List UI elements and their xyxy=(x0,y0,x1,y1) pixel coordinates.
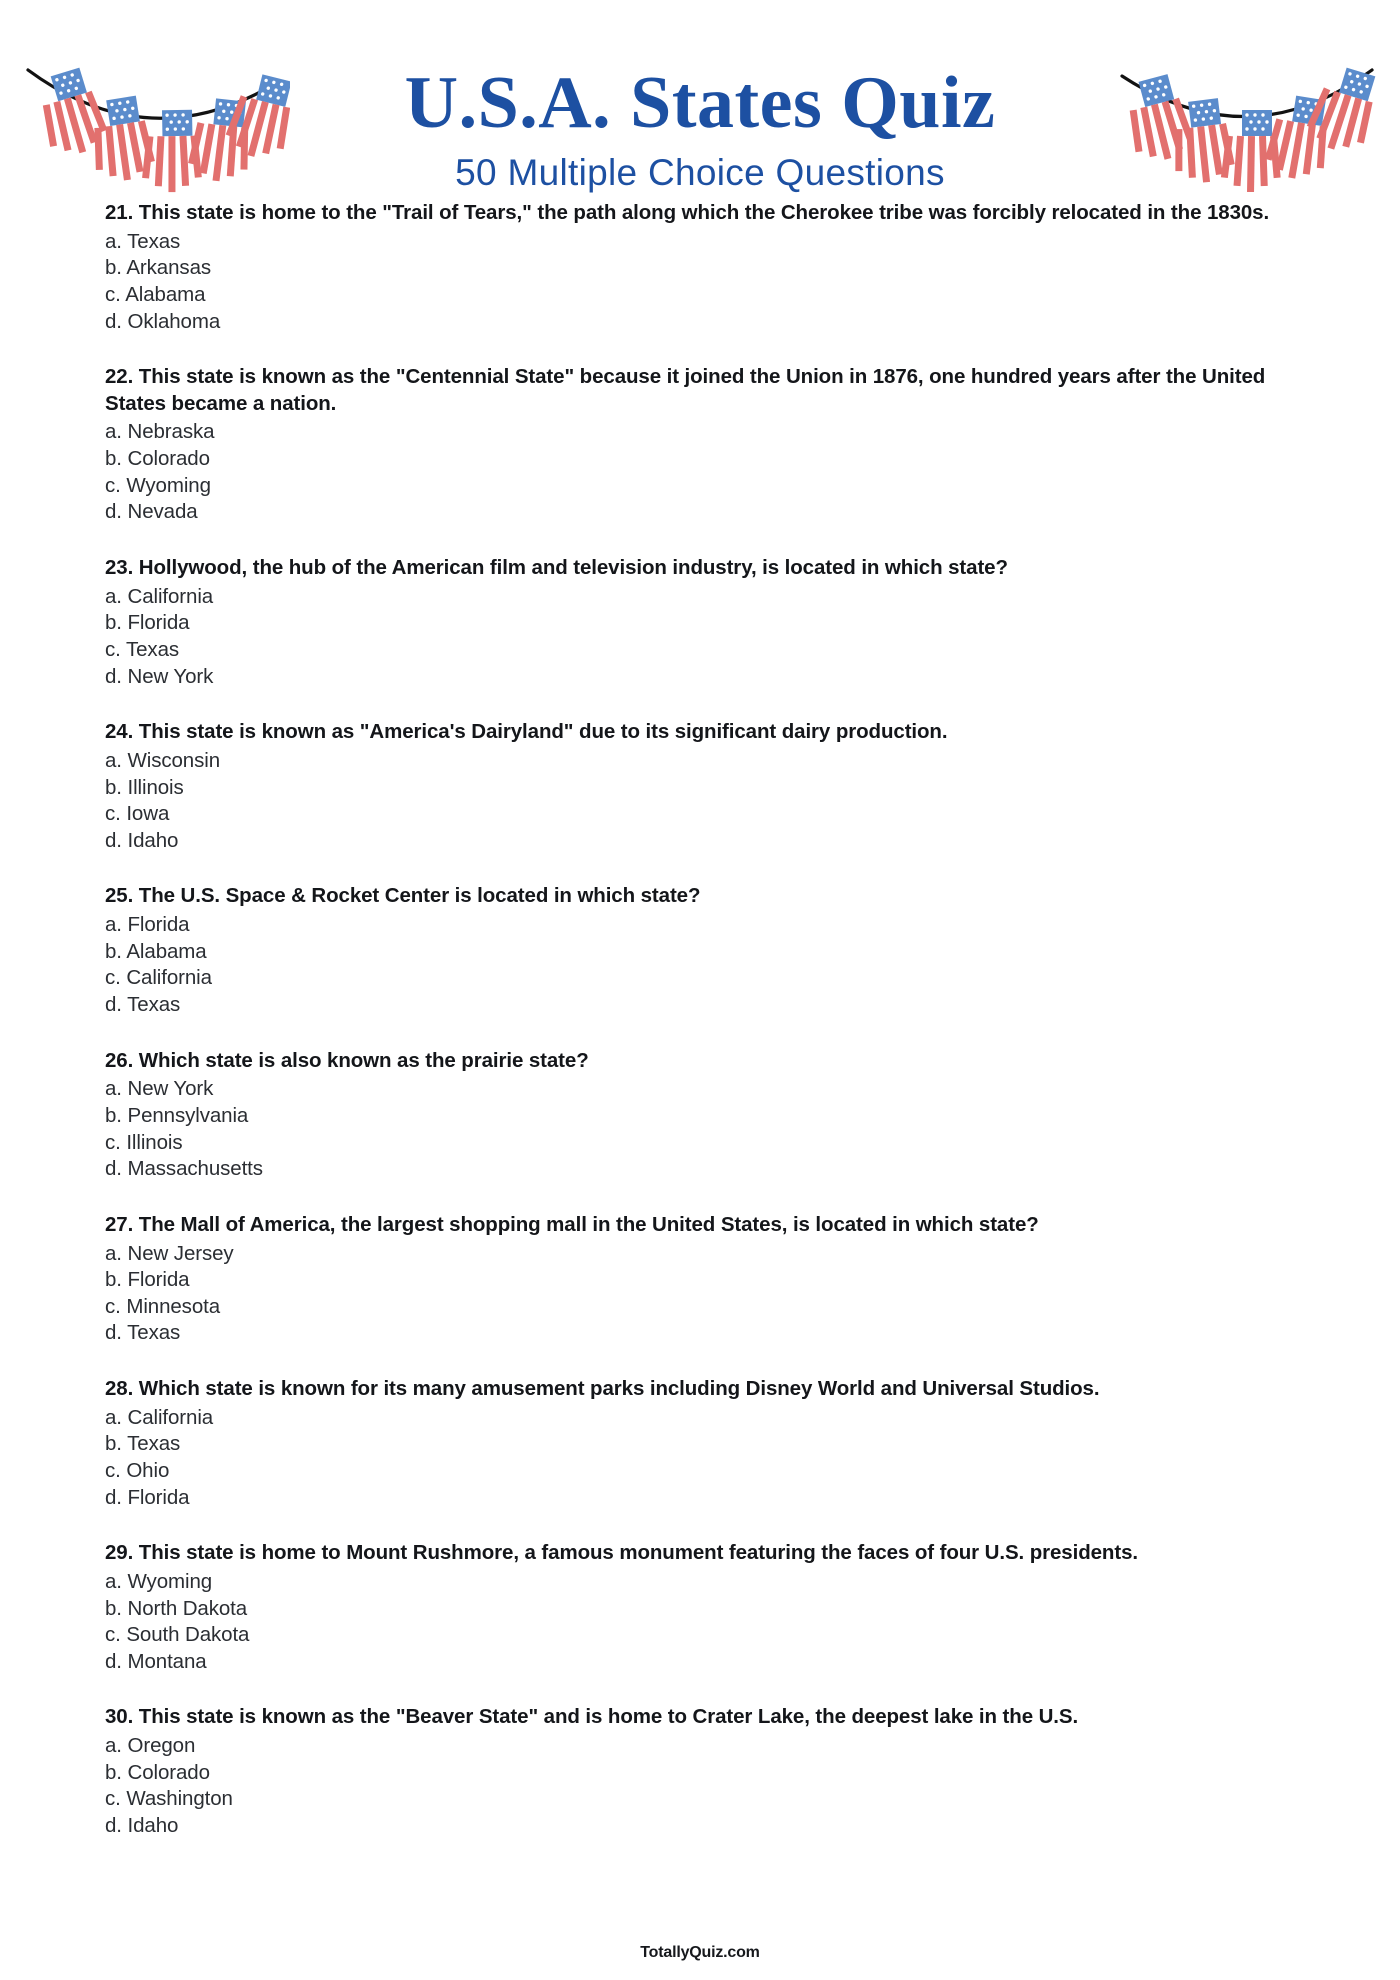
option-item[interactable]: a. New York xyxy=(105,1077,214,1101)
question-block xyxy=(105,200,1295,335)
option-list xyxy=(105,1569,1295,1676)
question-block xyxy=(105,1540,1295,1675)
option-item[interactable]: c. Wyoming xyxy=(105,473,211,497)
question-text: 23. Hollywood, the hub of the American film and television industry, is located in which state? xyxy=(105,556,1008,580)
question-text: 24. This state is known as "America's Dairyland" due to its significant dairy production. xyxy=(105,720,948,744)
option-item[interactable]: c. Iowa xyxy=(105,802,170,826)
option-item[interactable]: c. Minnesota xyxy=(105,1294,221,1318)
option-item[interactable]: c. South Dakota xyxy=(105,1623,250,1647)
option-item[interactable]: c. Alabama xyxy=(105,282,206,306)
page-header xyxy=(0,0,1400,200)
option-item[interactable]: a. Wyoming xyxy=(105,1569,213,1593)
option-item[interactable]: a. New Jersey xyxy=(105,1241,234,1265)
option-item[interactable]: d. Texas xyxy=(105,1321,181,1345)
option-item[interactable]: b. Pennsylvania xyxy=(105,1103,249,1127)
option-item[interactable]: b. Illinois xyxy=(105,775,184,799)
option-item[interactable]: b. Florida xyxy=(105,611,190,635)
header-titles xyxy=(0,0,1400,191)
option-item[interactable]: d. Idaho xyxy=(105,828,179,852)
option-item[interactable]: a. Nebraska xyxy=(105,420,215,444)
question-text: 22. This state is known as the "Centennial State" because it joined the Union in 1876, one hundred years after the United States became a nation. xyxy=(105,365,1266,415)
option-list xyxy=(105,584,1295,691)
option-item[interactable]: b. Alabama xyxy=(105,939,207,963)
question-block xyxy=(105,1212,1295,1347)
question-text: 30. This state is known as the "Beaver State" and is home to Crater Lake, the deepest lake in the U.S. xyxy=(105,1705,1079,1729)
option-item[interactable]: d. Nevada xyxy=(105,500,198,524)
option-list xyxy=(105,1733,1295,1840)
option-item[interactable]: c. California xyxy=(105,966,212,990)
option-list xyxy=(105,419,1295,526)
option-item[interactable]: b. Arkansas xyxy=(105,256,212,280)
option-item[interactable]: a. Texas xyxy=(105,229,181,253)
option-item[interactable]: c. Washington xyxy=(105,1787,233,1811)
option-item[interactable]: d. Florida xyxy=(105,1485,190,1509)
option-item[interactable]: d. Texas xyxy=(105,993,181,1017)
option-list xyxy=(105,748,1295,855)
option-list xyxy=(105,1076,1295,1183)
option-list xyxy=(105,1405,1295,1512)
option-item[interactable]: a. Wisconsin xyxy=(105,748,221,772)
option-item[interactable]: d. New York xyxy=(105,664,214,688)
question-text: 29. This state is home to Mount Rushmore, a famous monument featuring the faces of four U.S. presidents. xyxy=(105,1541,1138,1565)
page-subtitle: 50 Multiple Choice Questions xyxy=(455,152,945,193)
question-text: 21. This state is home to the "Trail of Tears," the path along which the Cherokee tribe was forcibly relocated in the 1830s. xyxy=(105,201,1270,224)
option-list xyxy=(105,229,1295,336)
question-block xyxy=(105,883,1295,1018)
option-item[interactable]: d. Idaho xyxy=(105,1814,179,1838)
question-list xyxy=(105,200,1295,1869)
option-item[interactable]: b. Texas xyxy=(105,1432,181,1456)
question-block xyxy=(105,719,1295,854)
option-item[interactable]: a. California xyxy=(105,1405,214,1429)
question-text: 28. Which state is known for its many amusement parks including Disney World and Universal Studios. xyxy=(105,1377,1100,1401)
option-item[interactable]: b. Florida xyxy=(105,1268,190,1292)
question-block xyxy=(105,1376,1295,1511)
option-item[interactable]: a. Florida xyxy=(105,913,190,937)
question-block xyxy=(105,555,1295,690)
option-item[interactable]: d. Oklahoma xyxy=(105,309,221,333)
option-item[interactable]: c. Ohio xyxy=(105,1458,170,1482)
option-list xyxy=(105,1241,1295,1348)
option-item[interactable]: b. Colorado xyxy=(105,447,210,471)
question-block xyxy=(105,1704,1295,1839)
question-text: 25. The U.S. Space & Rocket Center is located in which state? xyxy=(105,884,701,908)
option-item[interactable]: c. Illinois xyxy=(105,1130,183,1154)
question-block xyxy=(105,364,1295,526)
option-item[interactable]: c. Texas xyxy=(105,637,180,661)
question-text: 27. The Mall of America, the largest shopping mall in the United States, is located in which state? xyxy=(105,1212,1039,1236)
option-item[interactable]: a. California xyxy=(105,584,214,608)
option-list xyxy=(105,912,1295,1019)
option-item[interactable]: b. Colorado xyxy=(105,1760,210,1784)
question-text: 26. Which state is also known as the prairie state? xyxy=(105,1048,589,1072)
question-block xyxy=(105,1048,1295,1183)
page-title: U.S.A. States Quiz xyxy=(404,62,996,144)
option-item[interactable]: d. Montana xyxy=(105,1649,207,1673)
option-item[interactable]: d. Massachusetts xyxy=(105,1157,263,1181)
footer-site-name: TotallyQuiz.com xyxy=(640,1944,760,1961)
option-item[interactable]: a. Oregon xyxy=(105,1734,196,1758)
option-item[interactable]: b. North Dakota xyxy=(105,1596,248,1620)
